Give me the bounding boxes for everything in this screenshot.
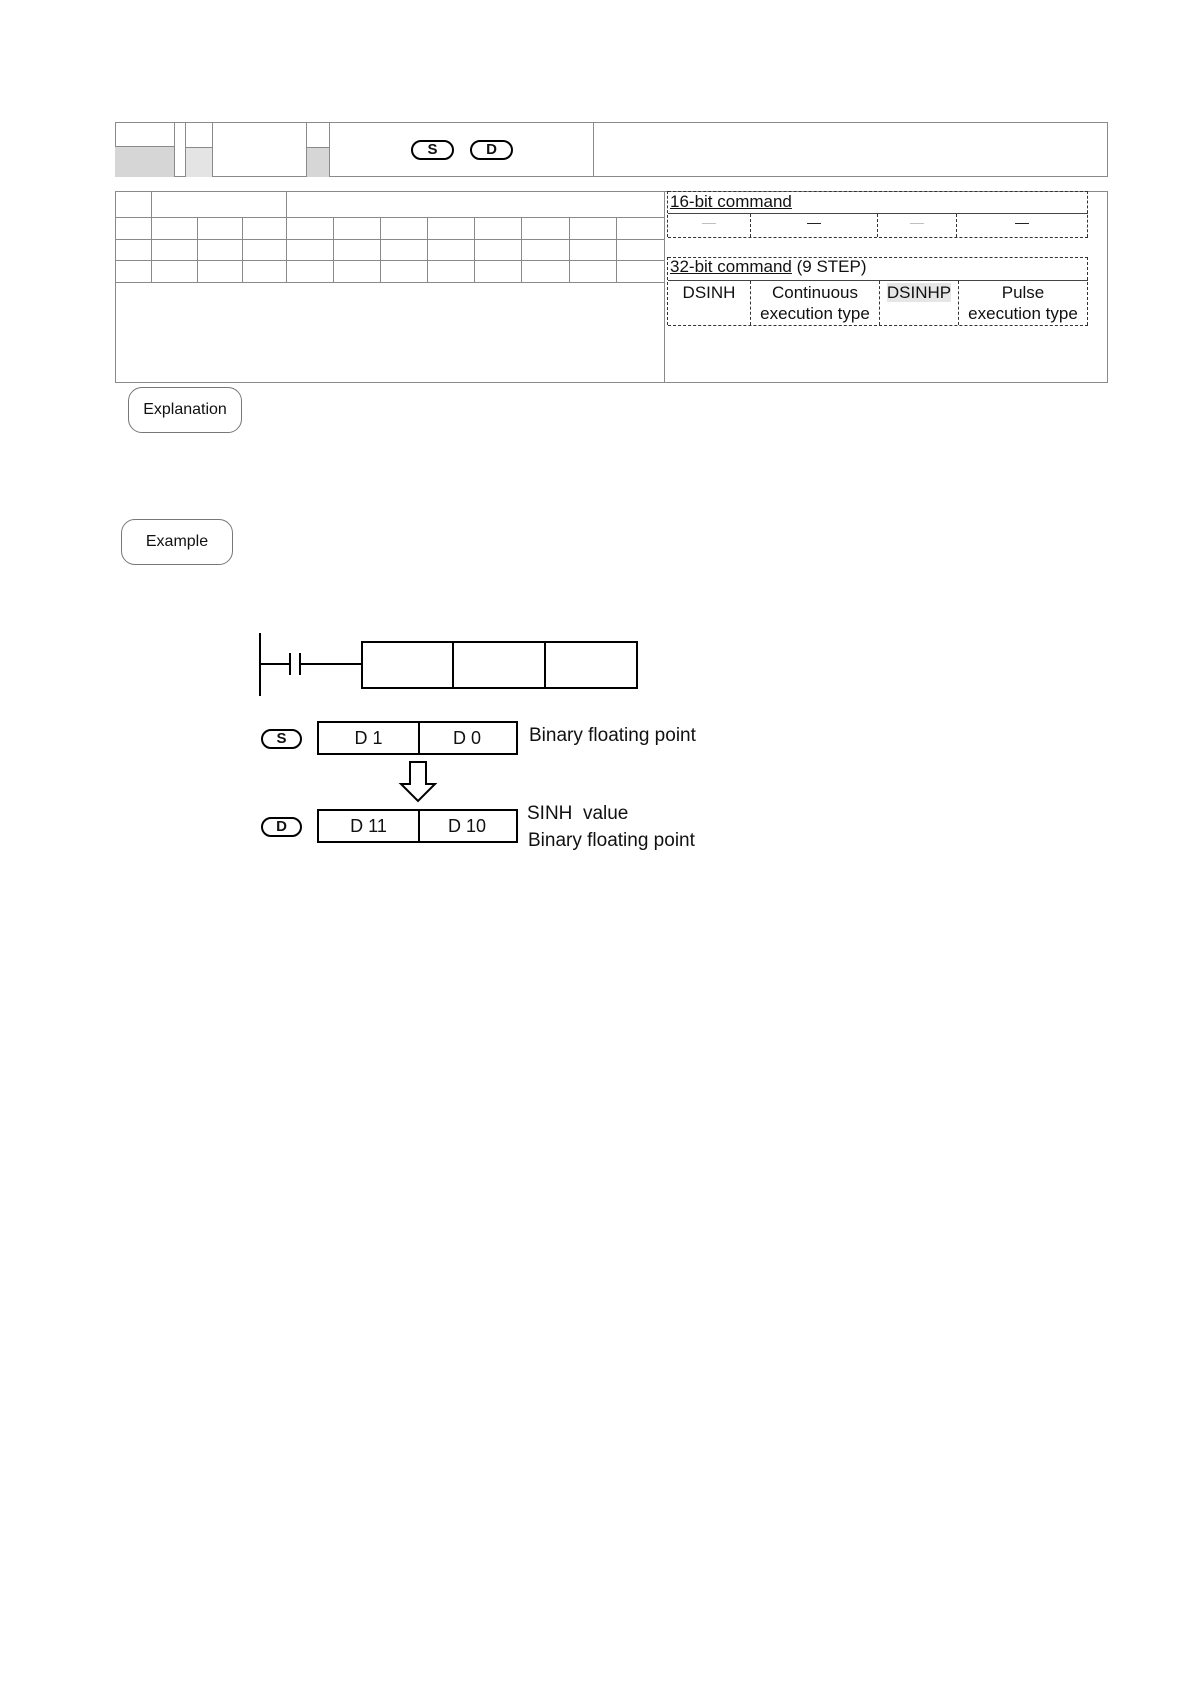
p-flag-cell <box>307 147 329 177</box>
command-16bit-title: 16-bit command <box>670 192 792 211</box>
dest-d-badge: D <box>261 817 302 837</box>
dest-note-line2: Binary floating point <box>528 830 695 851</box>
cmd16-cell-1: — <box>702 214 716 230</box>
source-s-badge: S <box>261 729 302 749</box>
down-arrow-icon <box>398 760 438 804</box>
api-number-cell <box>115 122 175 147</box>
cmd16-cell-2: — <box>807 214 821 230</box>
register-d0: D 0 <box>452 728 481 748</box>
pulse-type-line1: Pulse <box>1001 283 1045 302</box>
dest-note-line1: SINH value <box>527 803 629 824</box>
continuous-type-line1: Continuous <box>771 283 858 302</box>
d-flag-cell <box>186 147 212 177</box>
register-d11: D 11 <box>319 811 420 841</box>
register-d1: D 1 <box>319 723 420 753</box>
dsinhp-mnemonic: DSINHP <box>886 283 952 302</box>
cmd16-cell-3: — <box>910 214 924 230</box>
dsinh-mnemonic: DSINH <box>682 283 736 302</box>
command-32bit-title <box>670 257 867 277</box>
operand-d-badge: D <box>470 140 513 160</box>
explanation-tag: Explanation <box>128 387 242 433</box>
source-register-box <box>317 721 518 755</box>
cmd16-cell-4: — <box>1015 214 1029 230</box>
dest-register-box <box>317 809 518 843</box>
operand-s-badge: S <box>411 140 454 160</box>
continuous-type-line2: execution type <box>760 304 870 323</box>
instruction-box <box>361 641 638 689</box>
source-note: Binary floating point <box>529 725 696 746</box>
example-tag: Example <box>121 519 233 565</box>
command-32bit-step: (9 STEP) <box>796 257 867 276</box>
contact-left-bar <box>289 653 291 675</box>
pulse-type-line2: execution type <box>968 304 1078 323</box>
register-d10: D 10 <box>447 816 487 836</box>
api-shaded-cell <box>115 147 175 177</box>
command-32bit-label: 32-bit command <box>670 257 792 276</box>
